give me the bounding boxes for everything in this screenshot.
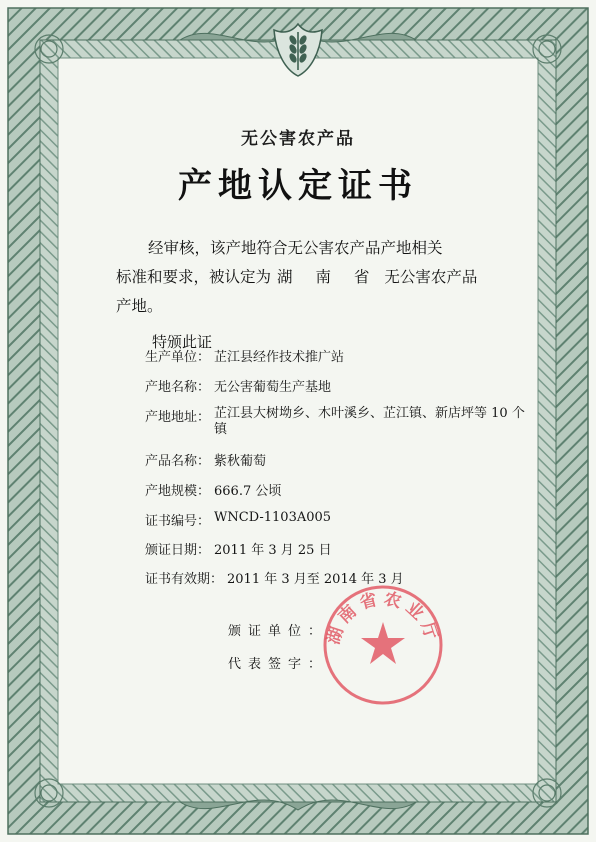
field-value: 无公害葡萄生产基地 [214,380,332,395]
issuer-label: 颁证单位： [228,624,329,639]
field-label: 生产单位： [145,350,211,365]
field-label: 颁证日期： [145,543,211,558]
intro-line-3: 产地。 [116,297,163,315]
wheat-emblem-icon [268,20,328,78]
field-label: 产地规模： [145,484,211,499]
field-value: 紫秋葡萄 [214,454,267,469]
field-label: 产品名称： [145,454,211,469]
certificate-intro [116,234,501,321]
field-row-issue-date [145,539,332,558]
intro-line-1: 经审核，该产地符合无公害农产品产地相关 [148,239,443,257]
intro-line-2-suffix: 无公害农产品 [384,268,478,286]
field-row-product-name [145,450,266,469]
field-label: 产地名称： [145,380,211,395]
field-value: 2011 年 3 月至 2014 年 3 月 [227,572,404,587]
special-note: 特颁此证 [152,333,213,351]
official-seal [318,580,448,710]
field-value: WNCD-1103A005 [214,510,332,525]
certificate-title: 产地认定证书 [178,166,418,206]
field-row-origin-name [145,376,331,395]
field-row-origin-address [145,406,529,438]
intro-line-2-prefix: 标准和要求，被认定为 [116,268,272,286]
seal-text: 湖南省农业厅 [323,588,443,647]
field-row-producer [145,346,344,365]
field-label: 证书有效期： [145,572,224,587]
field-row-certificate-number [145,510,331,529]
field-value: 666.7 公顷 [214,484,282,499]
field-row-scale [145,480,281,499]
intro-line-2 [116,263,501,292]
certificate-subtitle: 无公害农产品 [241,129,355,149]
seal-star-icon [361,622,405,664]
field-value: 2011 年 3 月 25 日 [214,543,332,558]
field-value: 芷江县经作技术推广站 [214,350,345,365]
field-value: 芷江县大树坳乡、木叶溪乡、芷江镇、新店坪等 10 个镇 [214,406,525,437]
province-name: 湖 南 省 [277,268,379,286]
field-label: 证书编号： [145,514,211,529]
field-label: 产地地址： [145,410,211,425]
representative-signature-label: 代表签字： [228,657,329,672]
